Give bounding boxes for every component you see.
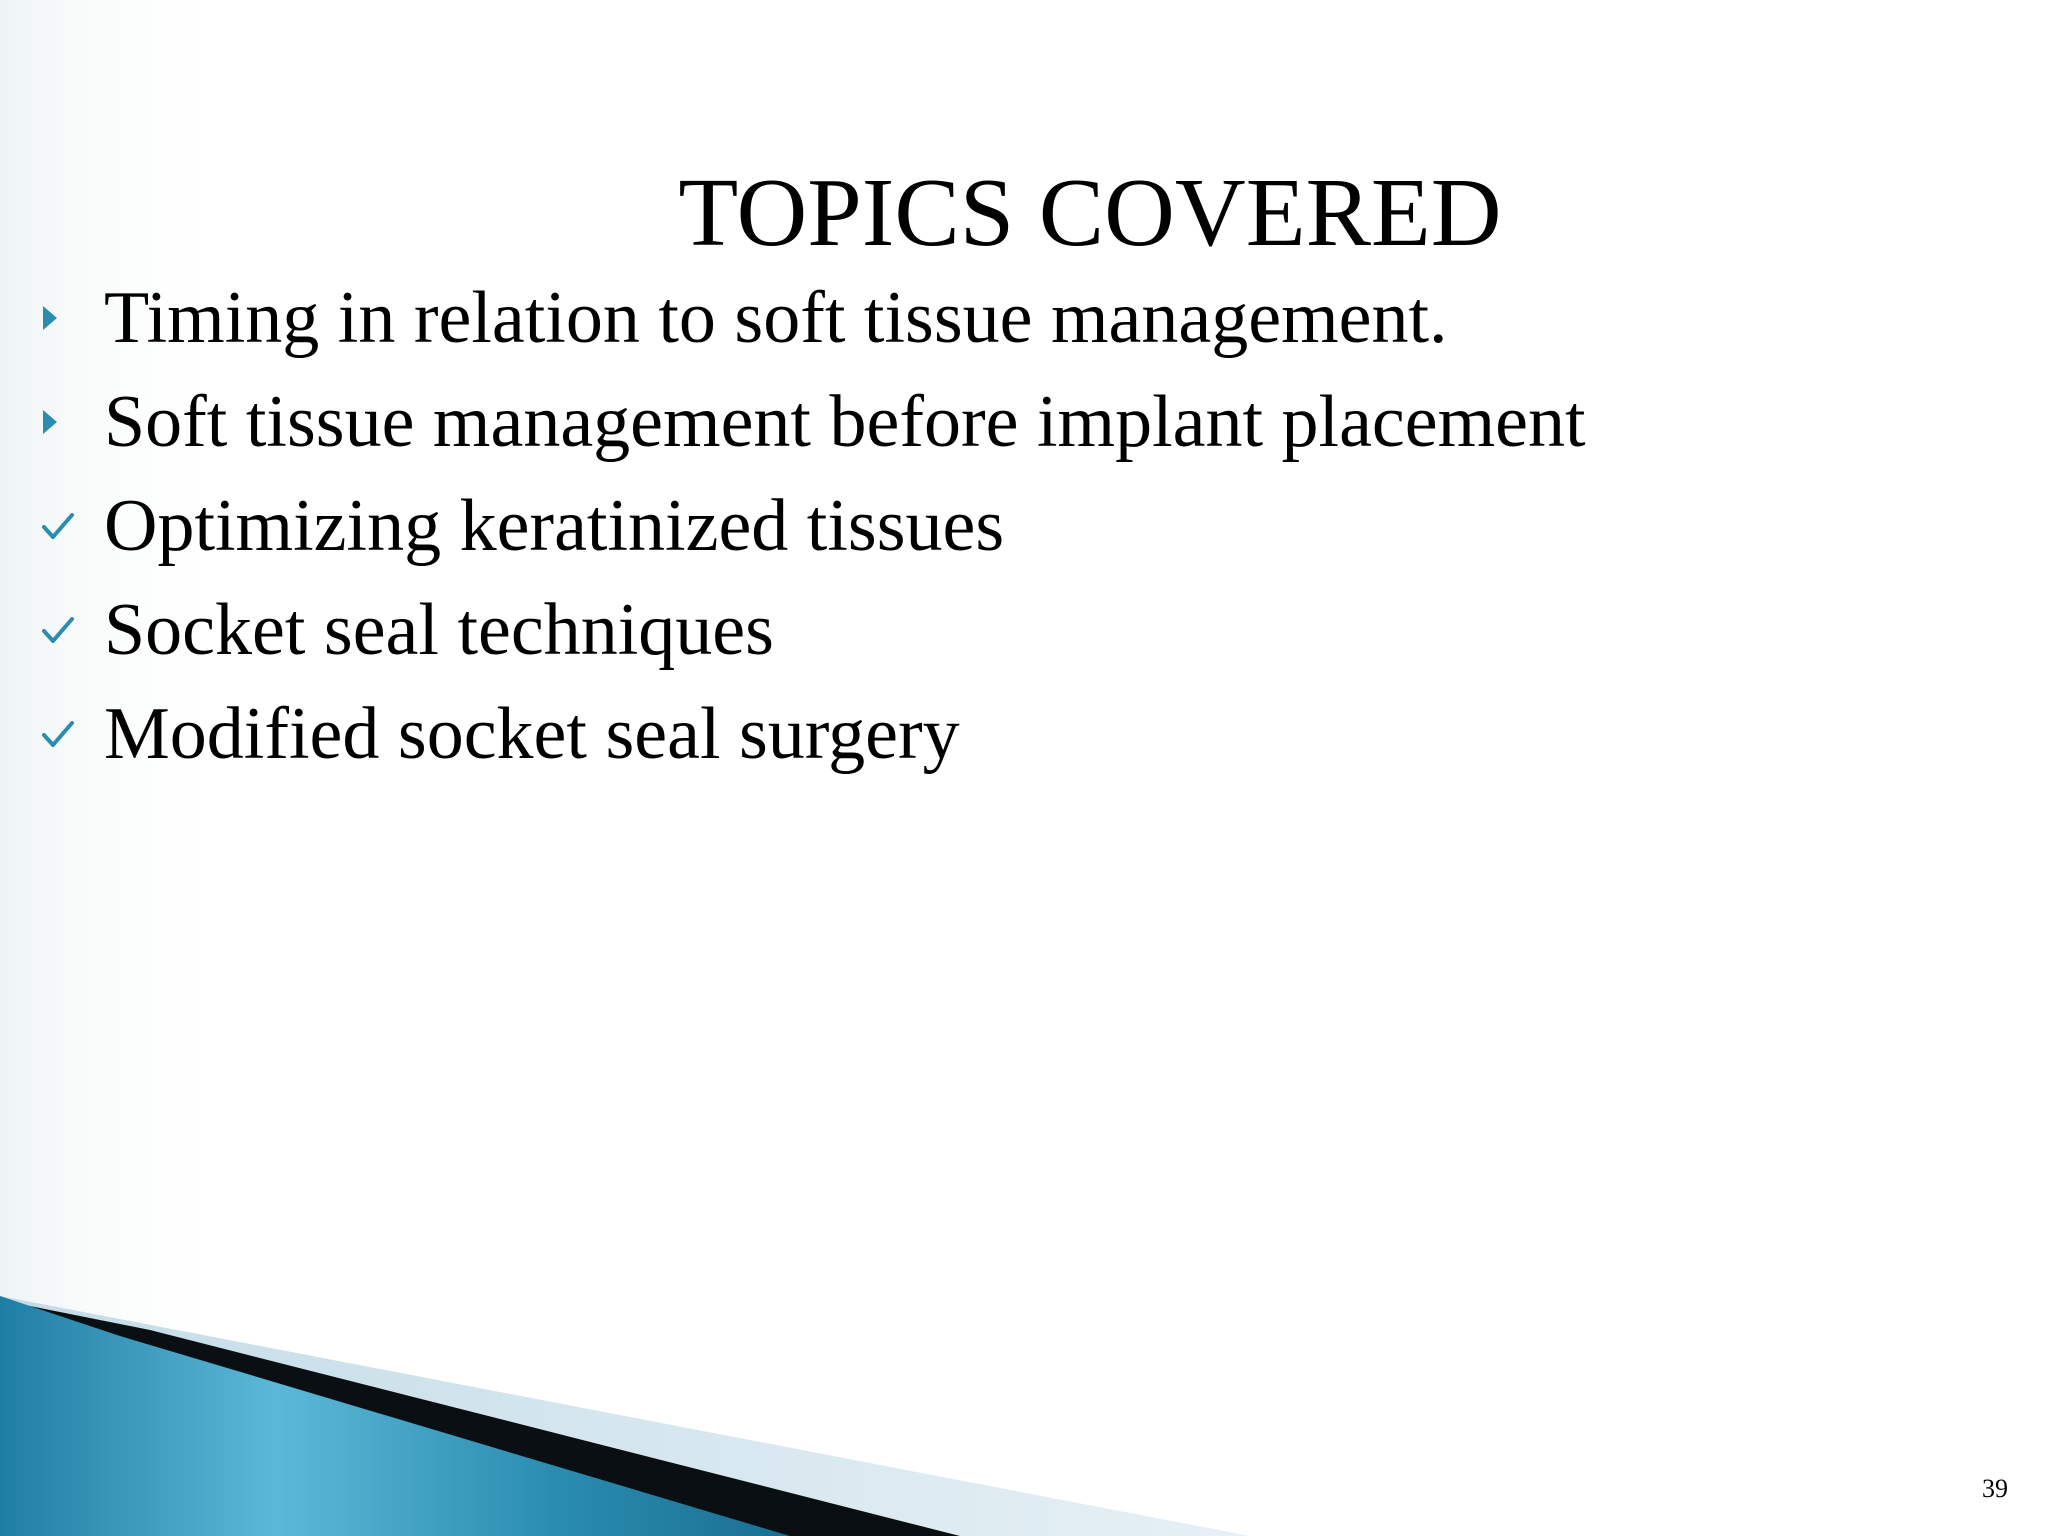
list-item-text: Optimizing keratinized tissues bbox=[104, 485, 1005, 567]
checkmark-icon bbox=[40, 719, 104, 749]
list-item bbox=[40, 682, 1586, 786]
list-item bbox=[40, 578, 1586, 682]
topics-list bbox=[40, 266, 1586, 786]
list-item-text: Modified socket seal surgery bbox=[104, 693, 960, 775]
list-item bbox=[40, 474, 1586, 578]
list-item-text: Socket seal techniques bbox=[104, 589, 774, 671]
checkmark-icon bbox=[40, 511, 104, 541]
list-item-text: Timing in relation to soft tissue management. bbox=[104, 277, 1448, 359]
list-item-text: Soft tissue management before implant placement bbox=[104, 381, 1586, 463]
checkmark-icon bbox=[40, 615, 104, 645]
list-item bbox=[40, 370, 1586, 474]
triangle-right-icon bbox=[40, 407, 104, 437]
slide-title: TOPICS COVERED bbox=[678, 158, 1502, 267]
page-number: 39 bbox=[1982, 1474, 2008, 1503]
triangle-right-icon bbox=[40, 303, 104, 333]
list-item bbox=[40, 266, 1586, 370]
